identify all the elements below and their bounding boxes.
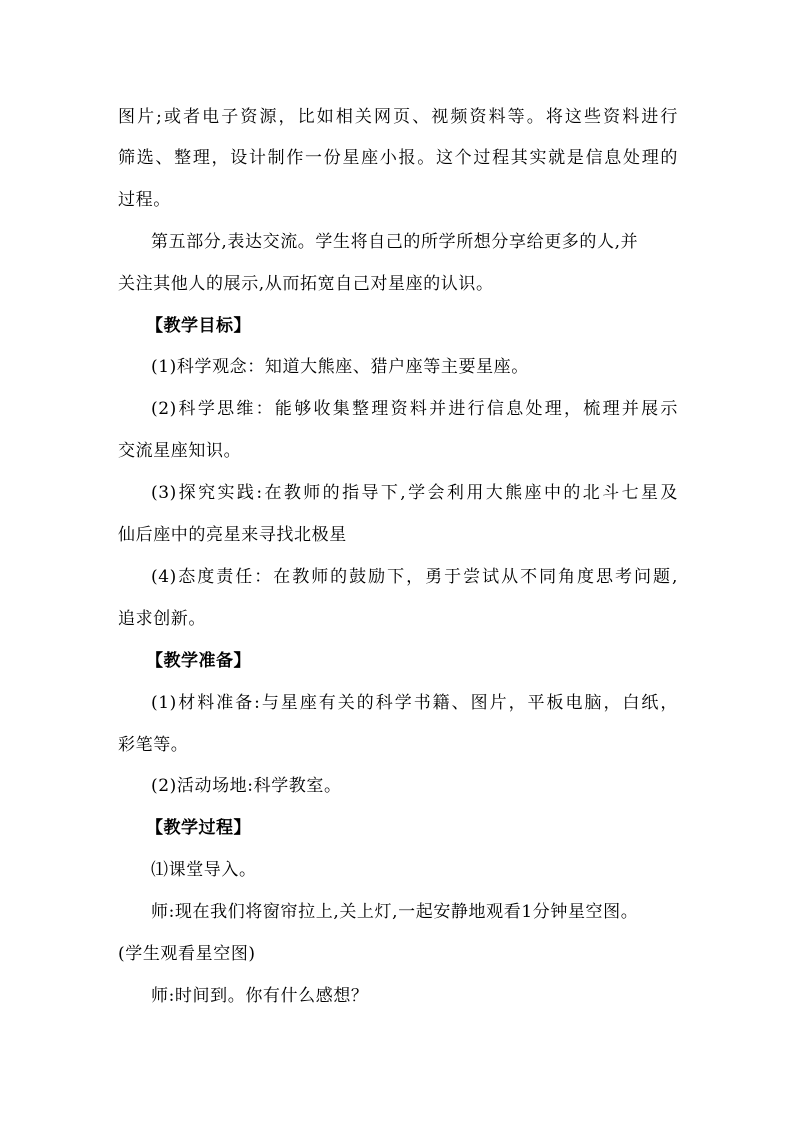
- paragraph-line: 过程。: [118, 190, 171, 210]
- section-heading-process: 【教学过程】: [146, 818, 251, 838]
- goal-item-cont: 交流星座知识。: [118, 441, 242, 461]
- dialogue-line-cont: (学生观看星空图): [118, 944, 256, 964]
- goal-item: (1)科学观念：知道大熊座、猎户座等主要星座。: [151, 357, 529, 377]
- goal-item: (2)科学思维：能够收集整理资料并进行信息处理，梳理并展示: [151, 399, 678, 419]
- prep-item: (1)材料准备:与星座有关的科学书籍、图片，平板电脑，白纸，: [151, 693, 678, 713]
- dialogue-line: 师:时间到。你有什么感想？: [151, 986, 369, 1006]
- prep-item: (2)活动场地:科学教室。: [151, 776, 342, 796]
- prep-item-cont: 彩笔等。: [118, 735, 189, 755]
- dialogue-line: 师:现在我们将窗帘拉上,关上灯,一起安静地观看1分钟星空图。: [151, 902, 639, 922]
- section-heading-goals: 【教学目标】: [146, 316, 251, 336]
- section-heading-prep: 【教学准备】: [146, 651, 251, 671]
- goal-item: (3)探究实践:在教师的指导下,学会利用大熊座中的北斗七星及: [151, 483, 678, 503]
- goal-item: (4)态度责任：在教师的鼓励下，勇于尝试从不同角度思考问题,: [151, 567, 678, 587]
- paragraph-line: 图片;或者电子资源，比如相关网页、视频资料等。将这些资料进行: [118, 107, 678, 127]
- goal-item-cont: 仙后座中的亮星来寻找北极星: [118, 525, 347, 545]
- process-step: ⑴课堂导入。: [151, 860, 257, 880]
- paragraph-line: 第五部分,表达交流。学生将自己的所学所想分享给更多的人,并: [151, 232, 639, 252]
- goal-item-cont: 追求创新。: [118, 609, 206, 629]
- paragraph-line: 筛选、整理，设计制作一份星座小报。这个过程其实就是信息处理的: [118, 148, 678, 168]
- paragraph-line: 关注其他人的展示,从而拓宽自己对星座的认识。: [118, 274, 494, 294]
